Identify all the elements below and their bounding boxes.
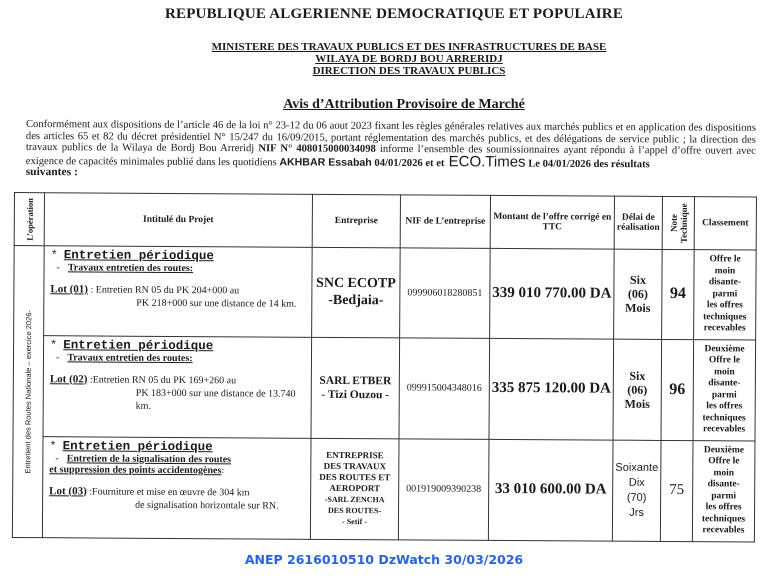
newspaper-2: ECO.Times (444, 152, 526, 171)
header-nif: NIF de L’entreprise (400, 195, 490, 249)
intro-text-2: informe l’ensemble des soumissionnaires ayant répondu à l’appel d’offre ouvert avec exigence de capacités minimales publié dans les quotidiens (25, 144, 756, 169)
table-row (14, 246, 757, 340)
montant-cell: 339 010 770.00 DA (490, 248, 615, 338)
montant-cell: 335 875 120.00 DA (489, 338, 614, 440)
header-note: Note Technique (662, 196, 694, 249)
montant-cell: 33 010 600.00 DA (488, 439, 613, 541)
entreprise-cell: SNC ECOTP -Bedjaia- (312, 247, 401, 337)
nif-number: NIF N° 408015000034098 (258, 143, 376, 156)
table-header-row (14, 193, 756, 251)
header-montant: Montant de l’offre corrigé en TTC (490, 195, 614, 249)
classement-cell: Deuxième Offre le moin disante- parmi les offres techniques recevables (693, 339, 756, 440)
intro-paragraph (26, 119, 756, 183)
newspaper-1: AKHBAR Essabah (279, 156, 372, 169)
note-cell: 94 (662, 249, 695, 339)
classement-cell: Deuxième Offre le moin disante- parmi les offres techniques recevables (692, 440, 755, 541)
republic-header: REPUBLIQUE ALGERIENNE DEMOCRATIQUE ET POPULAIRE (164, 6, 624, 22)
conjunction: et et (425, 157, 445, 169)
nif-cell: 099915004348016 (399, 337, 490, 439)
date-2: Le 04/01/2026 des résultats (525, 158, 650, 171)
footer-reference: ANEP 2616010510 DzWatch 30/03/2026 (244, 552, 524, 567)
project-cell: * Entretien périodique - Travaux entretien des routes: Lot (01) : Entretien RN 05 du PK 204+000 au PK 218+000 sur une distance de 14 km. (44, 246, 313, 337)
delai-cell: Six (06) Mois (614, 249, 663, 339)
note-cell: 75 (660, 440, 693, 541)
header-entreprise: Entreprise (312, 194, 400, 248)
ministry-block (25, 41, 768, 77)
table-row (13, 335, 756, 441)
page-title: Avis d’Attribution Provisoire de Marché (283, 97, 525, 112)
classement-cell: Offre le moin disante- parmi les offres techniques recevables (694, 250, 757, 340)
date-1: 04/01/2026 (371, 157, 426, 169)
suivantes-label: suivantes : (25, 166, 78, 179)
header-projet: Intitulé du Projet (44, 193, 312, 248)
header-operation: L’opération (14, 193, 44, 246)
intro-text-1: Conformément aux dispositions de l’article 46 de la loi n° 23-12 du 06 aout 2023 fixant les règles générales relatives aux marchés publics et en application des dispositions des articles 65 et 82 du décret présidentiel N° 15/247 du 16/09/2015, portant réglementation des marchés publics, et des délégations de service public ; la direction des travaux publics de la Wilaya de Bordj Bou Arreridj (25, 119, 756, 155)
ministry-name: MINISTERE DES TRAVAUX PUBLICS ET DES INFRASTRUCTURES DE BASE (211, 41, 607, 53)
nif-cell: 001919009390238 (398, 438, 489, 540)
table-row (12, 436, 755, 542)
note-cell: 96 (661, 339, 694, 440)
nif-cell: 099906018280851 (400, 248, 491, 338)
header-classement: Classement (694, 197, 756, 250)
delai-cell: Six (06) Mois (613, 339, 662, 440)
project-cell: * Entretien périodique - Entretien de la signalisation des routes et suppression des points accidentogènes: Lot (03) :Fourniture et mise en œuvre de 304 km de signalisation horizontale sur RN. (42, 436, 311, 539)
delai-cell: Soixante Dix (70) Jrs (612, 440, 661, 541)
entreprise-cell: ENTREPRISE DES TRAVAUX DES ROUTES ET AEROPORT -SARL ZENCHA DES ROUTES- - Setif - (310, 438, 399, 540)
operation-cell: Entretient des Routes Nationale – exercice 2026- (12, 246, 44, 538)
project-cell: * Entretien périodique - Travaux entretien des routes: Lot (02) :Entretien RN 05 du PK 169+260 au PK 183+000 sur une distance de 13.740 km. (43, 335, 312, 438)
results-table (12, 192, 757, 542)
header-delai: Délai de réalisation (614, 196, 662, 249)
direction-name: DIRECTION DES TRAVAUX PUBLICS (312, 65, 506, 77)
entreprise-cell: SARL ETBER - Tizi Ouzou - (311, 337, 400, 439)
wilaya-name: WILAYA DE BORDJ BOU ARRERIDJ (315, 53, 503, 65)
